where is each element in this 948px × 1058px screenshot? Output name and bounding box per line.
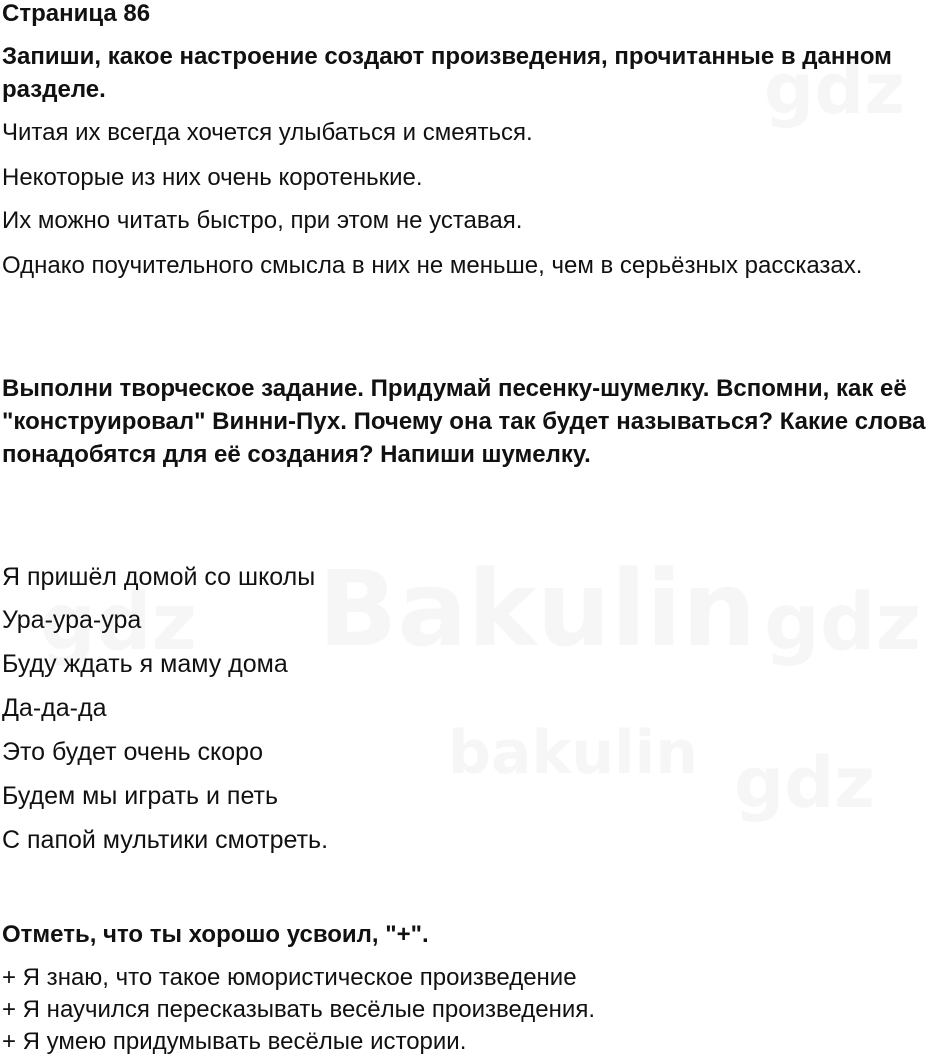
song-line: Ура-ура-ура: [2, 606, 142, 634]
song-line: Буду ждать я маму дома: [2, 650, 288, 678]
check-line: + Я умею придумывать весёлые истории.: [2, 1028, 467, 1055]
watermark-gdz-right: [764, 578, 921, 668]
song-line: Да-да-да: [2, 694, 107, 722]
answer-line: Читая их всегда хочется улыбаться и смеяться.: [2, 119, 533, 146]
question-2: Выполни творческое задание. Придумай песенку-шумелку. Вспомни, как её "конструировал" Винни-Пух. Почему она так будет называться? Какие слова понадобятся для её создания? Напиши шумелку.: [2, 375, 926, 468]
song-line: Я пришёл домой со школы: [2, 563, 316, 591]
answer-line: Однако поучительного смысла в них не меньше, чем в серьёзных рассказах.: [2, 252, 863, 279]
song-line: Это будет очень скоро: [2, 738, 263, 766]
watermark-bakulin-large: [318, 548, 756, 670]
watermark-bakulin-small: [448, 718, 698, 788]
song-line: С папой мультики смотреть.: [2, 826, 329, 854]
check-line: + Я знаю, что такое юмористическое произведение: [2, 964, 577, 991]
question-1: Запиши, какое настроение создают произведения, прочитанные в данном разделе.: [2, 43, 892, 103]
page-title: Страница 86: [2, 0, 151, 27]
answer-line: Некоторые из них очень коротенькие.: [2, 164, 423, 191]
check-line: + Я научился пересказывать весёлые произведения.: [2, 996, 595, 1023]
answer-line: Их можно читать быстро, при этом не уставая.: [2, 207, 523, 234]
song-line: Будем мы играть и петь: [2, 782, 279, 810]
question-3: Отметь, что ты хорошо усвоил, "+".: [2, 921, 429, 948]
watermark-gdz-lower: [734, 742, 875, 824]
